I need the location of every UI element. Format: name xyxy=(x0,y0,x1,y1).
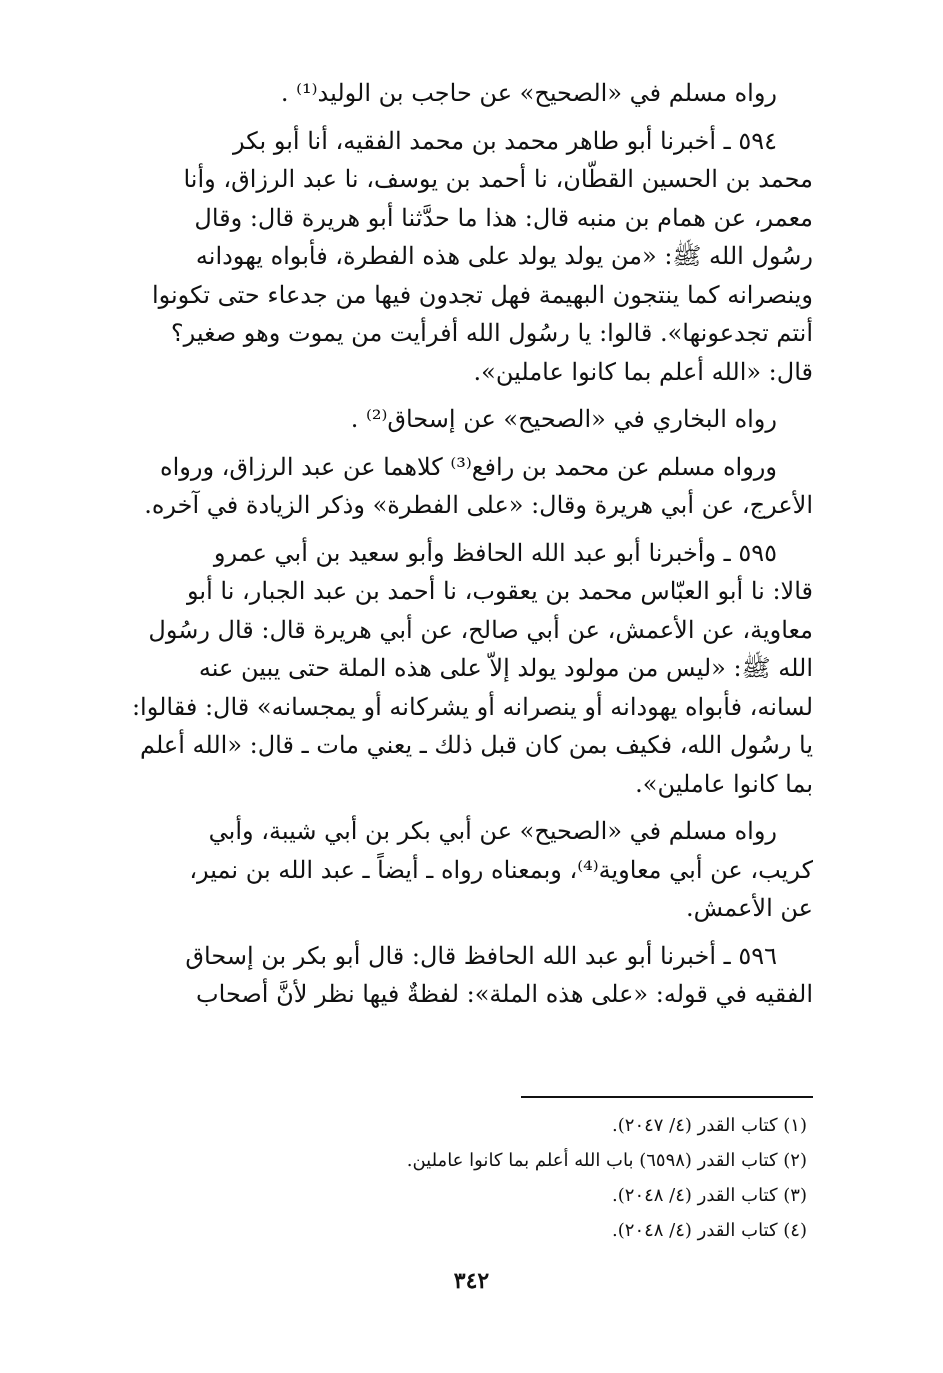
footnote-divider xyxy=(521,1096,813,1098)
text-line: بما كانوا عاملين». xyxy=(635,769,813,798)
text-line: قالا: نا أبو العبّاس محمد بن يعقوب، نا أحمد بن عبد الجبار، نا أبو xyxy=(187,577,813,605)
text-line: رواه مسلم في «الصحيح» عن أبي بكر بن أبي شيبة، وأبي xyxy=(208,817,777,845)
paragraph-riwaya-muslim-shayba xyxy=(130,812,813,928)
hadith-594 xyxy=(130,122,813,392)
text-line: كريب، عن أبي معاوية⁽⁴⁾، وبمعناه رواه ـ أيضاً ـ عبد الله بن نمير، xyxy=(189,855,813,884)
hadith-596 xyxy=(130,937,813,1014)
text-line: ٥٩٤ ـ أخبرنا أبو طاهر محمد بن محمد الفقيه، أنا أبو بكر xyxy=(233,126,777,155)
text-line: قال: «الله أعلم بما كانوا عاملين». xyxy=(473,357,813,386)
page-number: ٣٤٢ xyxy=(453,1268,490,1294)
text-line: رواه مسلم في «الصحيح» عن حاجب بن الوليد⁽¹⁾ . xyxy=(280,79,777,107)
text-line: معاوية، عن الأعمش، عن أبي صالح، عن أبي هريرة قال: قال رسُول xyxy=(148,615,813,644)
footnote-3: (٣) كتاب القدر (٤/ ٢٠٤٨). xyxy=(612,1185,807,1206)
hadith-595 xyxy=(130,534,813,804)
text-line: لسانه، فأبواه يهودانه أو ينصرانه أو يشركانه أو يمجسانه» قال: فقالوا: xyxy=(131,692,813,721)
footnotes xyxy=(130,1108,813,1248)
text-line: الفقيه في قوله: «على هذه الملة»: لفظةٌ فيها نظر لأنَّ أصحاب xyxy=(196,980,813,1008)
paragraph-riwaya-muslim-rafi xyxy=(130,448,813,525)
footnote-1: (١) كتاب القدر (٤/ ٢٠٤٧). xyxy=(612,1115,807,1136)
text-line: عن الأعمش. xyxy=(686,894,813,922)
text-line: ٥٩٦ ـ أخبرنا أبو عبد الله الحافظ قال: قال أبو بكر بن إسحاق xyxy=(185,941,777,970)
text-line: الأعرج، عن أبي هريرة وقال: «على الفطرة» وذكر الزيادة في آخره. xyxy=(144,491,813,519)
text-line: محمد بن الحسين القطّان، نا أحمد بن يوسف، نا عبد الرزاق، وأنا xyxy=(183,165,813,193)
text-line: الله ﷺ: «ليس من مولود يولد إلاّ على هذه الملة حتى يبين عنه xyxy=(198,654,813,682)
text-line: رسُول الله ﷺ: «من يولد يولد على هذه الفطرة، فأبواه يهودانه xyxy=(195,242,813,270)
text-line: ورواه مسلم عن محمد بن رافع⁽³⁾ كلاهما عن عبد الرزاق، ورواه xyxy=(160,452,777,481)
paragraph-riwaya-muslim-hajib xyxy=(130,74,813,113)
footnote-2: (٢) كتاب القدر (٦٥٩٨) باب الله أعلم بما كانوا عاملين. xyxy=(406,1150,807,1171)
footnote-4: (٤) كتاب القدر (٤/ ٢٠٤٨). xyxy=(612,1220,807,1241)
text-line: يا رسُول الله، فكيف بمن كان قبل ذلك ـ يعني مات ـ قال: «الله أعلم xyxy=(139,731,813,759)
text-line: رواه البخاري في «الصحيح» عن إسحاق⁽²⁾ . xyxy=(350,405,777,433)
text-line: ٥٩٥ ـ وأخبرنا أبو عبد الله الحافظ وأبو سعيد بن أبي عمرو xyxy=(213,538,777,567)
text-line: أنتم تجدعونها». قالوا: يا رسُول الله أفرأيت من يموت وهو صغير؟ xyxy=(170,319,813,347)
paragraph-riwaya-bukhari xyxy=(130,400,813,439)
text-line: معمر، عن همام بن منبه قال: هذا ما حدَّثنا أبو هريرة قال: وقال xyxy=(194,203,813,232)
text-line: وينصرانه كما ينتجون البهيمة فهل تجدون فيها من جدعاء حتى تكونوا xyxy=(151,280,813,309)
